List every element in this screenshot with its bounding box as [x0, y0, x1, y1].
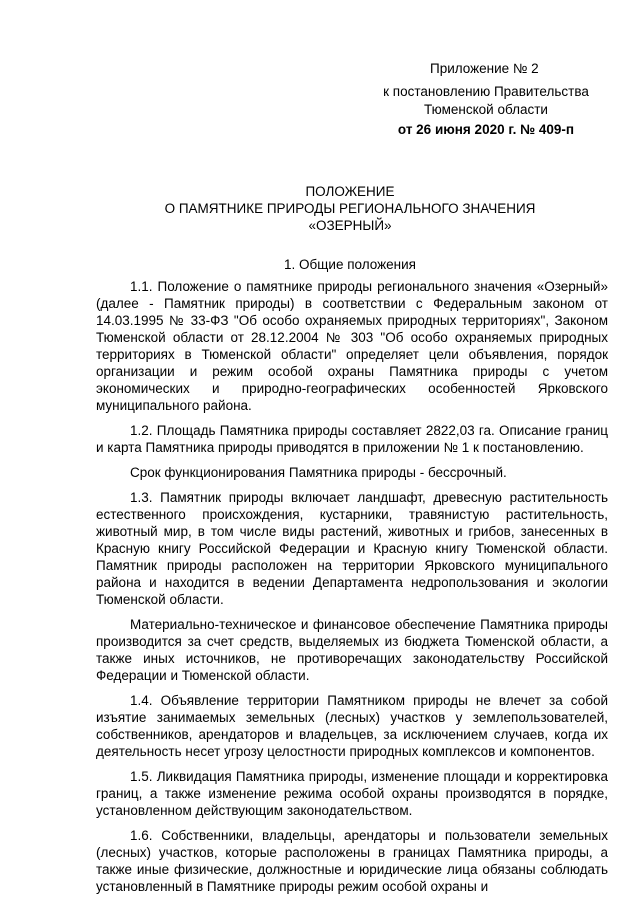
- paragraph-term: Срок функционирования Памятника природы - бессрочный.: [130, 465, 507, 480]
- title-line2: О ПАМЯТНИКЕ ПРИРОДЫ РЕГИОНАЛЬНОГО ЗНАЧЕНИЯ: [164, 201, 536, 216]
- appendix-reference-line1: к постановлению Правительства: [383, 84, 589, 99]
- appendix-number: Приложение № 2: [430, 61, 539, 76]
- section-heading: 1. Общие положения: [284, 257, 416, 272]
- appendix-reference-line2: Тюменской области: [424, 102, 548, 117]
- paragraph-funding: Материально-техническое и финансовое обеспечение Памятника природы производится за счет средств, выделяемых из бюджета Тюменской области, а также иных источников, не противоречащих законодательству Российской Федерации и Тюменской области.: [96, 617, 608, 683]
- title-line3: «ОЗЕРНЫЙ»: [308, 218, 392, 233]
- paragraph-1-5: 1.5. Ликвидация Памятника природы, изменение площади и корректировка границ, а также изменение режима особой охраны производятся в порядке, установленном действующим законодательством.: [96, 769, 608, 818]
- title-line1: ПОЛОЖЕНИЕ: [305, 184, 395, 199]
- paragraph-1-3: 1.3. Памятник природы включает ландшафт, древесную растительность естественного происхождения, кустарники, травянистую растительность, животный мир, в том числе виды растений, животных и грибов, занесенных в Красную книгу Российской Федерации и Красную книгу Тюменской области. Памятник природы расположен на территории Ярковского муниципального района и находится в ведении Департамента недропользования и экологии Тюменской области.: [96, 490, 608, 607]
- appendix-date: от 26 июня 2020 г. № 409-п: [397, 122, 575, 137]
- document-title: [95, 183, 605, 234]
- paragraph-1-6: 1.6. Собственники, владельцы, арендаторы и пользователи земельных (лесных) участков, которые расположены в границах Памятника природы, а также иные физические, должностные и юридические лица обязаны соблюдать установленный в Памятнике природы режим особой охраны и: [96, 828, 608, 894]
- appendix-reference: [350, 83, 622, 119]
- paragraph-1-1: 1.1. Положение о памятнике природы регионального значения «Озерный» (далее - Памятник природы) в соответствии с Федеральным законом от 14.03.1995 № 33-ФЗ "Об особо охраняемых природных территориях", Законом Тюменской области от 28.12.2004 № 303 "Об особо охраняемых природных территориях в Тюменской области" определяет цели объявления, порядок организации и режим особой охраны Памятника природы с учетом экономических и природно-географических особенностей Ярковского муниципального района.: [96, 279, 608, 413]
- paragraph-1-2: 1.2. Площадь Памятника природы составляет 2822,03 га. Описание границ и карта Памятника природы приводятся в приложении № 1 к постановлению.: [96, 423, 608, 455]
- paragraph-1-4: 1.4. Объявление территории Памятником природы не влечет за собой изъятие занимаемых земельных (лесных) участков у землепользователей, собственников, арендаторов и владельцев, за исключением случаев, когда их деятельность несет угрозу целостности природных комплексов и компонентов.: [96, 693, 608, 759]
- document-body: [96, 278, 608, 903]
